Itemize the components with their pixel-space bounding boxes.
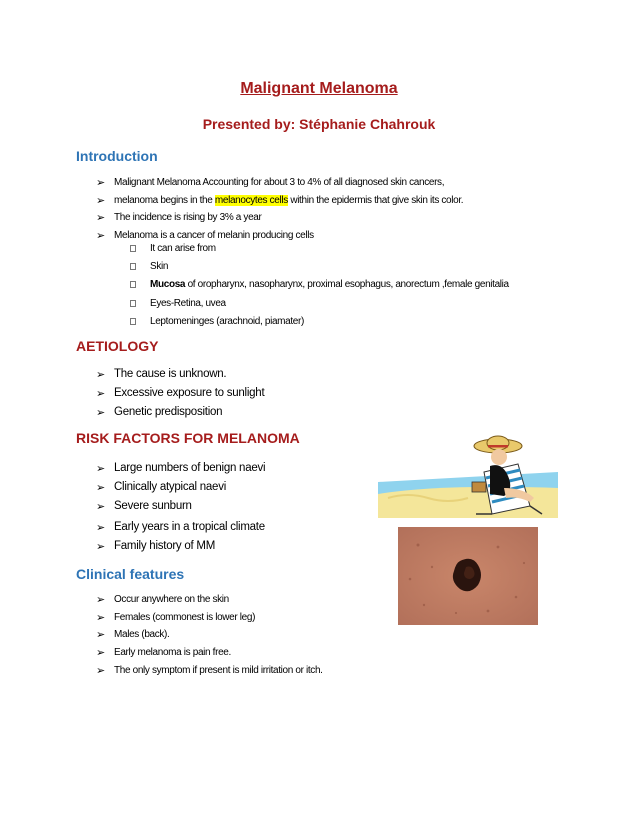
list-item: ➢ Clinically atypical naevi xyxy=(96,478,265,497)
sub-list-item: Skin xyxy=(130,258,509,276)
sub-list-item: Mucosa of oropharynx, nasopharynx, proximal esophagus, anorectum ,female genitalia xyxy=(130,276,509,294)
list-item: ➢ Genetic predisposition xyxy=(96,403,264,422)
checkbox-bullet-icon xyxy=(130,318,136,325)
risk-factors-heading: RISK FACTORS FOR MELANOMA xyxy=(76,430,300,446)
list-item: ➢ Males (back). xyxy=(96,626,323,644)
sunbathing-clipart xyxy=(378,432,558,518)
checkbox-bullet-icon xyxy=(130,245,136,252)
list-item: ➢ Family history of MM xyxy=(96,537,265,556)
list-item: ➢ Large numbers of benign naevi xyxy=(96,459,265,478)
sub-list-item: Eyes-Retina, uvea xyxy=(130,295,509,313)
list-item: ➢ melanoma begins in the melanocytes cells within the epidermis that give skin its color. xyxy=(96,192,463,210)
page-title: Malignant Melanoma xyxy=(240,80,398,97)
list-item: ➢ The only symptom if present is mild irritation or itch. xyxy=(96,662,323,680)
list-item: ➢ Early melanoma is pain free. xyxy=(96,644,323,662)
highlighted-text: melanocytes cells xyxy=(214,194,288,206)
list-item: ➢ Early years in a tropical climate xyxy=(96,518,265,537)
list-item: ➢ Females (commonest is lower leg) xyxy=(96,609,323,627)
list-item: ➢ The incidence is rising by 3% a year xyxy=(96,209,463,227)
checkbox-bullet-icon xyxy=(130,300,136,307)
introduction-list xyxy=(96,174,463,245)
presenter-line: Presented by: Stéphanie Chahrouk xyxy=(202,116,436,132)
list-item: ➢ Excessive exposure to sunlight xyxy=(96,384,264,403)
aetiology-list xyxy=(96,365,264,422)
introduction-sublist xyxy=(130,240,509,331)
checkbox-bullet-icon xyxy=(130,281,136,288)
list-item: ➢ Melanoma is a cancer of melanin producing cells xyxy=(96,227,463,245)
sub-list-item: Leptomeninges (arachnoid, piamater) xyxy=(130,313,509,331)
melanoma-skin-photo xyxy=(398,527,538,625)
sub-list-item: It can arise from xyxy=(130,240,509,258)
risk-factors-list xyxy=(96,459,265,556)
list-item: ➢ Occur anywhere on the skin xyxy=(96,591,323,609)
clinical-features-heading: Clinical features xyxy=(76,566,185,582)
checkbox-bullet-icon xyxy=(130,263,136,270)
list-item: ➢ Malignant Melanoma Accounting for about 3 to 4% of all diagnosed skin cancers, xyxy=(96,174,463,192)
list-item: ➢ Severe sunburn xyxy=(96,497,265,516)
list-item: ➢ The cause is unknown. xyxy=(96,365,264,384)
clinical-features-list xyxy=(96,591,323,679)
introduction-heading: Introduction xyxy=(76,148,158,164)
aetiology-heading: AETIOLOGY xyxy=(76,338,159,354)
